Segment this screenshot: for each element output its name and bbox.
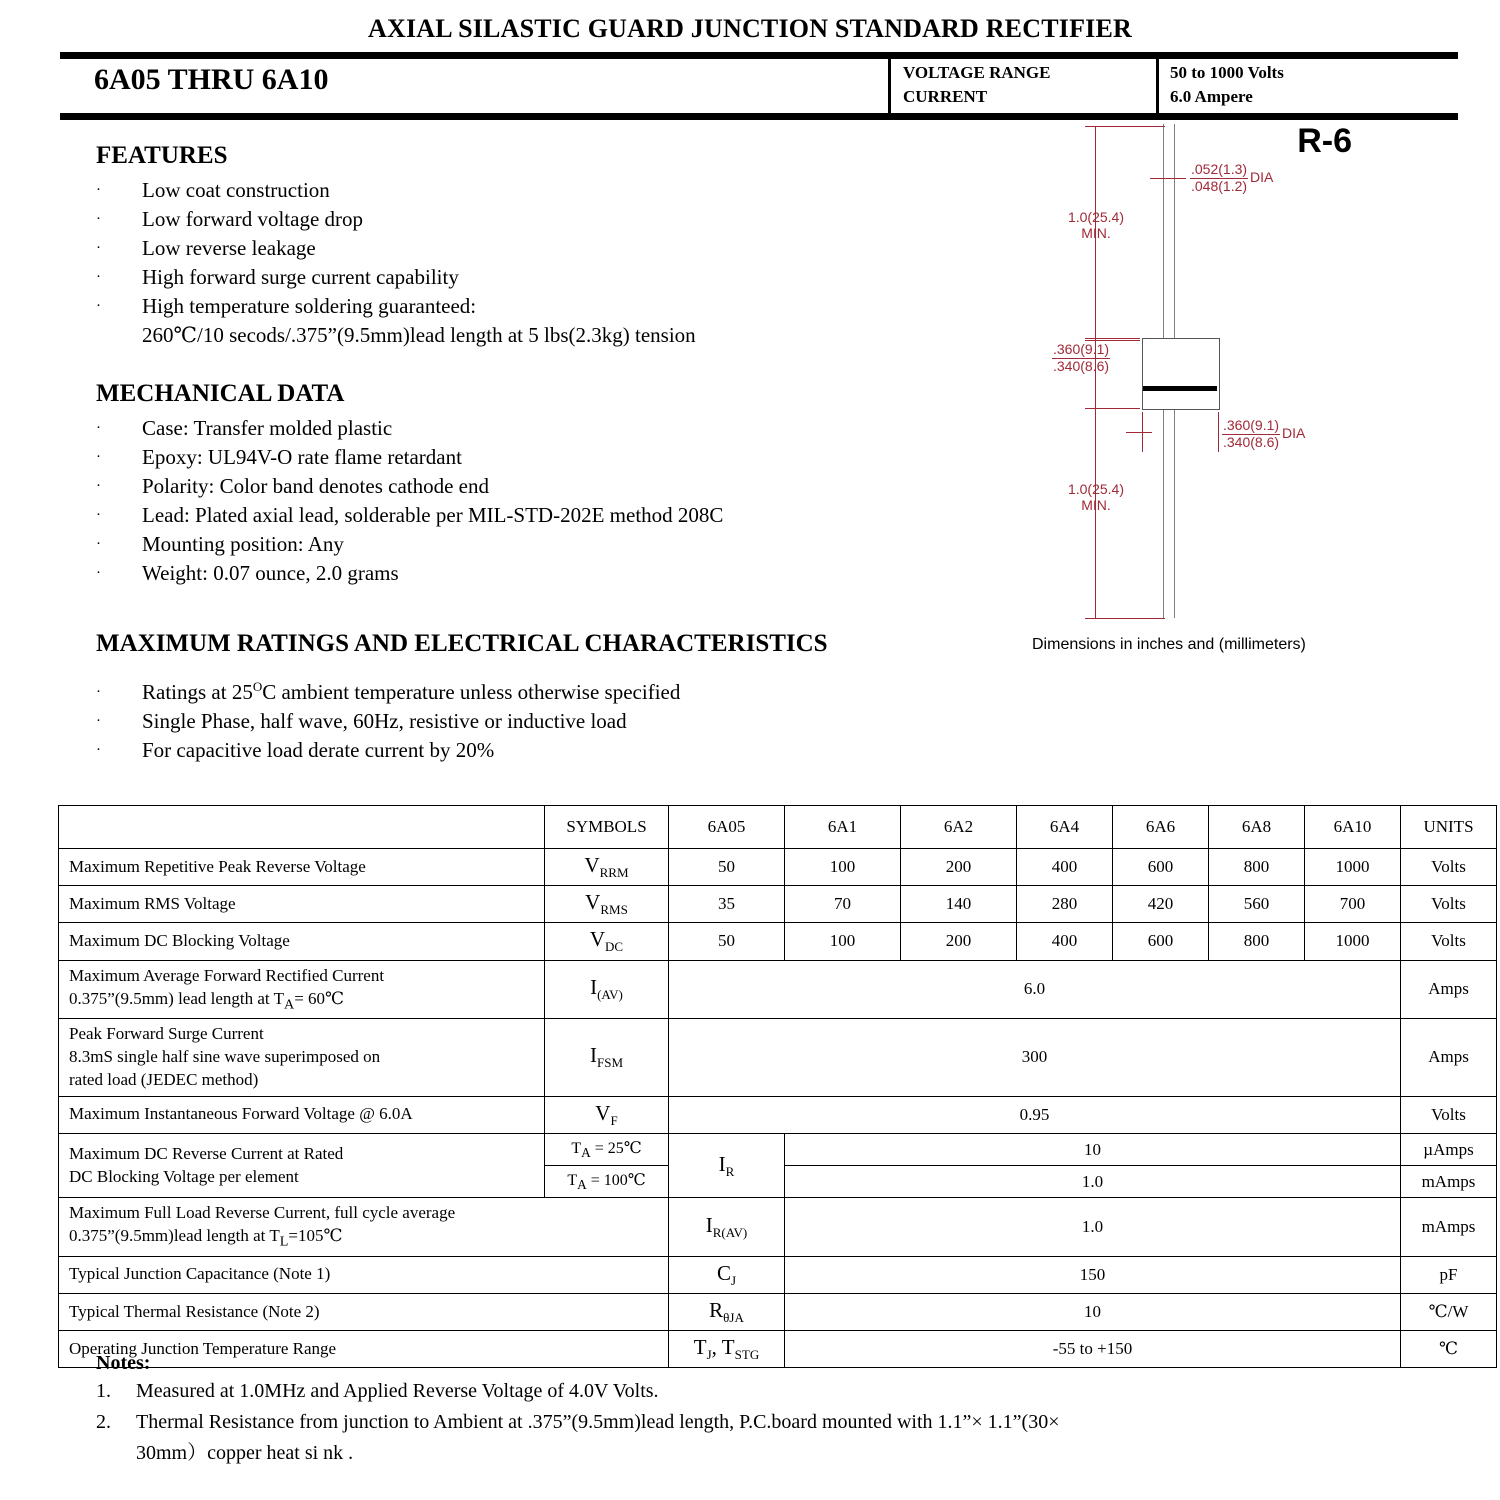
table-header-blank <box>59 806 545 849</box>
diode-body <box>1142 338 1220 410</box>
value-6a4: 400 <box>1017 923 1113 960</box>
dim-ext-body-2 <box>1085 408 1140 409</box>
value-6a2: 200 <box>901 923 1017 960</box>
param-description: Maximum Repetitive Peak Reverse Voltage <box>59 849 545 886</box>
table-header-6a1: 6A1 <box>785 806 901 849</box>
list-item <box>96 736 1026 765</box>
param-symbol: $V_F$ <box>545 1096 669 1133</box>
table-row <box>59 1019 1497 1097</box>
value-6a05: 35 <box>669 886 785 923</box>
part-number-range: 6A05 THRU 6A10 <box>94 63 329 96</box>
cathode-band <box>1143 386 1217 391</box>
voltage-range-value: 50 to 1000 Volts <box>1170 63 1284 82</box>
mechanical-text: Polarity: Color band denotes cathode end <box>142 473 490 498</box>
list-item <box>96 559 1026 588</box>
list-item <box>96 292 1026 321</box>
feature-text: High forward surge current capability <box>142 264 459 289</box>
bullet-icon: · <box>96 239 101 256</box>
dimensions-caption: Dimensions in inches and (millimeters) <box>1032 636 1306 653</box>
param-symbol: $T_J$, $T_{STG}$ <box>669 1331 785 1368</box>
current-value: 6.0 Ampere <box>1170 87 1253 106</box>
header-divider-left <box>888 59 891 113</box>
param-description <box>59 1198 669 1256</box>
list-item <box>96 1408 1426 1437</box>
desc-line: Maximum Average Forward Rectified Current <box>69 965 385 985</box>
desc-line: 0.375”(9.5mm)lead length at $T_L=105℃$ <box>69 1226 343 1250</box>
value-6a10: 700 <box>1305 886 1401 923</box>
param-unit: pF <box>1401 1256 1497 1293</box>
bullet-icon: · <box>96 477 101 494</box>
dim-ext-bot-1 <box>1085 618 1165 619</box>
desc-line: Peak Forward Surge Current <box>69 1024 264 1044</box>
list-item <box>96 234 1026 263</box>
rating-condition-text: For capacitive load derate current by 20% <box>142 737 495 762</box>
param-merged-value: 1.0 <box>785 1198 1401 1256</box>
param-description: Typical Junction Capacitance (Note 1) <box>59 1256 669 1293</box>
table-header-units: UNITS <box>1401 806 1497 849</box>
list-item <box>96 707 1026 736</box>
dim-body-dia-max: .360(9.1) <box>1223 417 1280 433</box>
dim-lead-dia-min: .048(1.2) <box>1191 177 1248 194</box>
value-6a2: 140 <box>901 886 1017 923</box>
param-description <box>59 960 545 1018</box>
notes-section <box>96 1352 1426 1468</box>
value-6a6: 600 <box>1113 923 1209 960</box>
dim-bottom-lead-length: 1.0(25.4) MIN. <box>1067 481 1125 513</box>
table-header-6a10: 6A10 <box>1305 806 1401 849</box>
condition-ta-25c: $T_A$ = 25℃ <box>545 1134 669 1166</box>
param-unit: µAmps <box>1401 1134 1497 1166</box>
param-symbol: $V_{DC}$ <box>545 923 669 960</box>
dim-body-len-max: .360(9.1) <box>1053 341 1110 357</box>
soldering-detail-text: 260℃/10 secods/.375”(9.5mm)lead length at 5 lbs(2.3kg) tension <box>142 322 696 347</box>
feature-text: Low forward voltage drop <box>142 206 364 231</box>
value-6a8: 560 <box>1209 886 1305 923</box>
value-6a4: 400 <box>1017 849 1113 886</box>
list-item <box>96 1377 1426 1406</box>
dim-body-length <box>1052 342 1110 374</box>
dim-lead-dia-max: .052(1.3) <box>1191 161 1248 177</box>
list-item <box>96 501 1026 530</box>
bullet-icon: · <box>96 564 101 581</box>
bullet-icon: · <box>96 182 101 198</box>
table-header-6a05: 6A05 <box>669 806 785 849</box>
condition-ta-100c: $T_A$ = 100℃ <box>545 1166 669 1198</box>
param-unit: ℃ <box>1401 1331 1497 1368</box>
table-header-symbols: SYMBOLS <box>545 806 669 849</box>
bottom-lead <box>1163 408 1175 618</box>
param-unit: Volts <box>1401 886 1497 923</box>
dim-ext-top-1 <box>1085 126 1165 127</box>
param-unit: ℃/W <box>1401 1294 1497 1331</box>
value-6a1: 100 <box>785 923 901 960</box>
value-6a8: 800 <box>1209 849 1305 886</box>
note-text: 30mm）copper heat si nk . <box>136 1442 354 1464</box>
param-description: Typical Thermal Resistance (Note 2) <box>59 1294 669 1331</box>
param-unit: Volts <box>1401 849 1497 886</box>
param-symbol: $V_{RRM}$ <box>545 849 669 886</box>
mechanical-text: Lead: Plated axial lead, solderable per MIL-STD-202E method 208C <box>142 502 724 527</box>
mechanical-data-heading: MECHANICAL DATA <box>96 379 345 407</box>
table-header-row <box>59 806 1497 849</box>
dim-ext-body-1 <box>1085 338 1140 339</box>
param-description <box>59 1134 545 1198</box>
table-row <box>59 849 1497 886</box>
bullet-icon: · <box>96 741 101 758</box>
param-merged-value: 150 <box>785 1256 1401 1293</box>
features-list <box>96 176 1026 350</box>
feature-text: High temperature soldering guaranteed: <box>142 293 477 318</box>
value-6a05: 50 <box>669 849 785 886</box>
value-6a10: 1000 <box>1305 923 1401 960</box>
param-merged-value: 10 <box>785 1134 1401 1166</box>
table-header-6a8: 6A8 <box>1209 806 1305 849</box>
param-merged-value: 300 <box>669 1019 1401 1097</box>
param-description: Maximum RMS Voltage <box>59 886 545 923</box>
note-number: 2. <box>96 1411 111 1433</box>
current-label: CURRENT <box>903 87 988 106</box>
notes-title: Notes: <box>96 1352 151 1374</box>
header-band <box>60 59 1458 113</box>
desc-line: 0.375”(9.5mm) lead length at $T_A=$ 60℃ <box>69 988 345 1012</box>
value-6a8: 800 <box>1209 923 1305 960</box>
list-item <box>96 1439 1426 1468</box>
bullet-icon: · <box>96 712 101 729</box>
dim-body-dia-witness-left <box>1142 412 1143 452</box>
note-text: Thermal Resistance from junction to Ambient at .375”(9.5mm)lead length, P.C.board mounted with 1.1”× 1.1”(30× <box>136 1411 1060 1433</box>
value-6a10: 1000 <box>1305 849 1401 886</box>
bullet-icon: · <box>96 506 101 523</box>
bullet-icon: · <box>96 535 101 552</box>
param-symbol: $R_{\theta JA}$ <box>669 1294 785 1331</box>
desc-line: rated load (JEDEC method) <box>69 1069 259 1089</box>
table-row <box>59 960 1497 1018</box>
note-number <box>96 1439 136 1468</box>
feature-text: Low reverse leakage <box>142 235 316 260</box>
table-row <box>59 1134 1497 1166</box>
table-header-6a4: 6A4 <box>1017 806 1113 849</box>
bullet-icon: · <box>96 210 101 227</box>
value-6a4: 280 <box>1017 886 1113 923</box>
table-row <box>59 1256 1497 1293</box>
package-type-label: R-6 <box>1297 122 1352 160</box>
param-symbol: $C_J$ <box>669 1256 785 1293</box>
specifications-table <box>58 805 1497 1368</box>
param-unit: Volts <box>1401 1096 1497 1133</box>
package-outline-drawing <box>1030 112 1390 672</box>
param-unit: Amps <box>1401 1019 1497 1097</box>
table-header-6a6: 6A6 <box>1113 806 1209 849</box>
dim-body-dia-arrow <box>1126 432 1152 433</box>
param-unit: Amps <box>1401 960 1497 1018</box>
dim-body-dia-witness-right <box>1218 412 1219 452</box>
value-6a1: 100 <box>785 849 901 886</box>
param-symbol: $I_{FSM}$ <box>545 1019 669 1097</box>
param-merged-value: 6.0 <box>669 960 1401 1018</box>
table-row <box>59 1198 1497 1256</box>
desc-line: 8.3mS single half sine wave superimposed on <box>69 1046 381 1066</box>
dim-lead-diameter <box>1190 162 1273 194</box>
desc-line: DC Blocking Voltage per element <box>69 1166 299 1186</box>
mechanical-text: Weight: 0.07 ounce, 2.0 grams <box>142 560 399 585</box>
document-title: AXIAL SILASTIC GUARD JUNCTION STANDARD RECTIFIER <box>368 14 1132 43</box>
table-row <box>59 886 1497 923</box>
dim-top-lead-length: 1.0(25.4) MIN. <box>1067 209 1125 241</box>
dim-body-len-min: .340(8.6) <box>1053 357 1110 374</box>
param-description: Maximum DC Blocking Voltage <box>59 923 545 960</box>
degree-superscript: O <box>252 679 263 694</box>
ratings-heading: MAXIMUM RATINGS AND ELECTRICAL CHARACTERISTICS <box>96 630 828 657</box>
bullet-icon: · <box>96 268 101 285</box>
param-merged-value: 0.95 <box>669 1096 1401 1133</box>
mechanical-data-list <box>96 414 1026 588</box>
param-unit: mAmps <box>1401 1166 1497 1198</box>
param-unit: mAmps <box>1401 1198 1497 1256</box>
dim-body-dia-min: .340(8.6) <box>1223 433 1280 450</box>
param-symbol: $I_{R(AV)}$ <box>669 1198 785 1256</box>
list-item <box>96 263 1026 292</box>
feature-text: Low coat construction <box>142 178 330 202</box>
dim-lead-dia-arrow <box>1150 178 1186 179</box>
table-row <box>59 923 1497 960</box>
bullet-icon: · <box>96 448 101 465</box>
mechanical-text: Mounting position: Any <box>142 531 344 556</box>
table-header-6a2: 6A2 <box>901 806 1017 849</box>
list-item <box>96 530 1026 559</box>
top-lead <box>1163 124 1175 340</box>
list-item <box>96 472 1026 501</box>
value-6a6: 420 <box>1113 886 1209 923</box>
table-row <box>59 1294 1497 1331</box>
desc-line: Maximum Full Load Reverse Current, full cycle average <box>69 1203 456 1223</box>
param-description: Operating Junction Temperature Range <box>59 1331 669 1368</box>
param-description: Maximum Instantaneous Forward Voltage @ 6.0A <box>59 1096 545 1133</box>
desc-line: Maximum DC Reverse Current at Rated <box>69 1143 344 1163</box>
header-divider-right <box>1156 59 1159 113</box>
value-6a1: 70 <box>785 886 901 923</box>
ratings-conditions-list <box>96 678 1026 765</box>
table-row <box>59 1096 1497 1133</box>
value-6a2: 200 <box>901 849 1017 886</box>
left-content-column <box>96 142 1026 588</box>
value-6a6: 600 <box>1113 849 1209 886</box>
list-item <box>96 176 1026 205</box>
list-item <box>96 443 1026 472</box>
dia-suffix: DIA <box>1282 425 1306 442</box>
rating-condition-text: Single Phase, half wave, 60Hz, resistive or inductive load <box>142 708 627 733</box>
param-symbol: $I_R$ <box>669 1134 785 1198</box>
features-heading: FEATURES <box>96 142 228 169</box>
note-number: 1. <box>96 1380 111 1402</box>
param-description <box>59 1019 545 1097</box>
list-item <box>96 205 1026 234</box>
list-item <box>96 414 1026 443</box>
bullet-icon: · <box>96 297 101 314</box>
bullet-icon: · <box>96 419 101 436</box>
note-text: Measured at 1.0MHz and Applied Reverse Voltage of 4.0V Volts. <box>136 1380 659 1402</box>
value-6a05: 50 <box>669 923 785 960</box>
mechanical-text: Case: Transfer molded plastic <box>142 415 393 440</box>
param-unit: Volts <box>1401 923 1497 960</box>
rating-condition-text: Ratings at $25^OC$ ambient temperature unless otherwise specified <box>142 679 681 704</box>
param-symbol: $I_{(AV)}$ <box>545 960 669 1018</box>
param-merged-value: 10 <box>785 1294 1401 1331</box>
dim-body-diameter <box>1222 418 1305 450</box>
list-item <box>96 678 1026 707</box>
mechanical-text: Epoxy: UL94V-O rate flame retardant <box>142 444 462 469</box>
bullet-icon: · <box>96 684 101 700</box>
param-merged-value: 1.0 <box>785 1166 1401 1198</box>
voltage-range-label: VOLTAGE RANGE <box>903 63 1051 82</box>
param-merged-value: -55 to +150 <box>785 1331 1401 1368</box>
dia-suffix: DIA <box>1250 169 1274 186</box>
param-symbol: $V_{RMS}$ <box>545 886 669 923</box>
header-rule-top <box>60 52 1458 59</box>
